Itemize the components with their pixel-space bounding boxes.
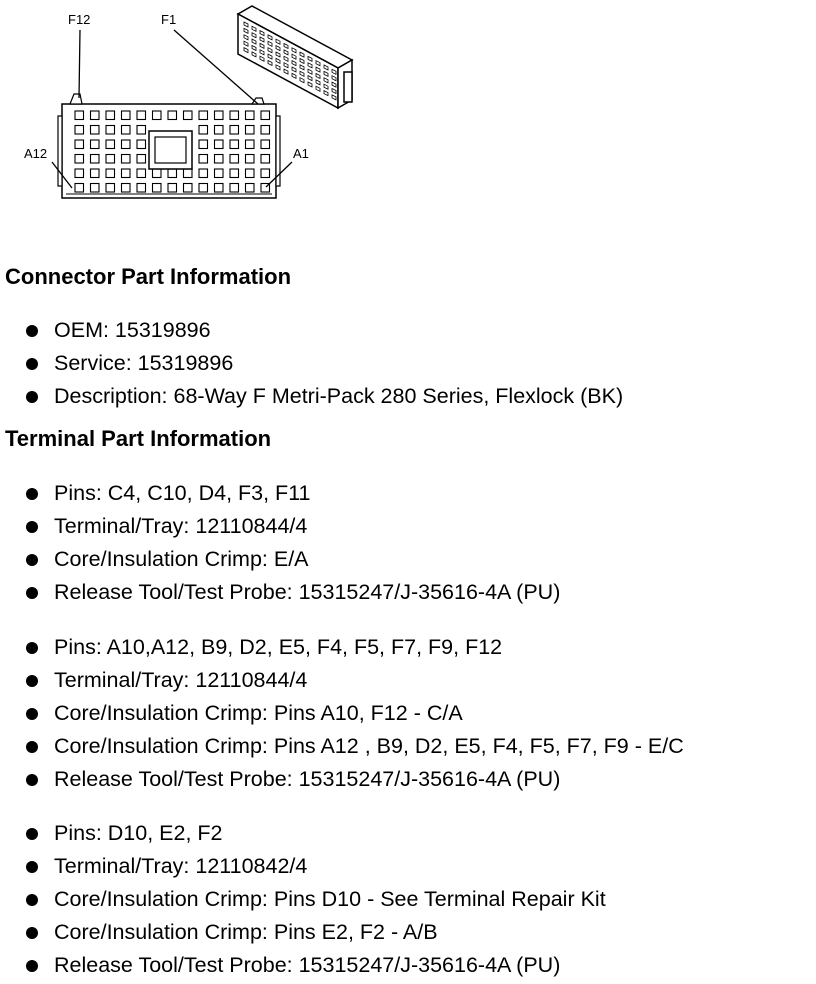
pin-cavity — [91, 126, 100, 135]
list-item — [0, 883, 606, 916]
list-item — [0, 380, 623, 413]
pin-cavity — [168, 111, 177, 120]
pin-cavity — [246, 169, 255, 178]
list-item — [0, 730, 684, 763]
pin-cavity — [137, 126, 146, 135]
pin-cavity — [184, 184, 193, 193]
terminal-section-title: Terminal Part Information — [5, 426, 272, 451]
bullet-dot — [26, 488, 38, 500]
pin-cavity — [137, 155, 146, 164]
list-item — [0, 697, 684, 730]
pin-cavity — [199, 169, 208, 178]
pin-cavity — [122, 140, 131, 149]
pin-cavity — [137, 169, 146, 178]
pin-cavity — [199, 155, 208, 164]
pin-cavity — [75, 184, 84, 193]
pin-cavity — [122, 184, 131, 193]
bullet-dot — [26, 774, 38, 786]
connector-left-latch — [58, 116, 62, 186]
list-item-text: Description: 68-Way F Metri-Pack 280 Series, Flexlock (BK) — [54, 384, 624, 408]
list-item-text: Service: 15319896 — [54, 351, 234, 375]
pin-cavity — [106, 140, 115, 149]
list-item — [0, 664, 684, 697]
pin-cavity — [75, 169, 84, 178]
list-item-text: Core/Insulation Crimp: Pins E2, F2 - A/B — [54, 920, 438, 944]
bullet-dot — [26, 358, 38, 370]
pin-cavity — [153, 184, 162, 193]
pin-cavity — [261, 126, 270, 135]
list-item — [0, 949, 606, 982]
pin-cavity — [122, 126, 131, 135]
pin-cavity — [246, 126, 255, 135]
pin-cavity — [168, 169, 177, 178]
pin-cavity — [91, 169, 100, 178]
list-item — [0, 817, 606, 850]
bullet-dot — [26, 828, 38, 840]
bullet-dot — [26, 587, 38, 599]
pin-cavity — [75, 126, 84, 135]
list-item — [0, 477, 560, 510]
pin-cavity — [153, 169, 162, 178]
list-item — [0, 631, 684, 664]
terminal-group-2 — [0, 631, 684, 796]
bullet-dot — [26, 521, 38, 533]
list-item-text: Release Tool/Test Probe: 15315247/J-35616-4A (PU) — [54, 767, 561, 791]
list-item-text: Core/Insulation Crimp: E/A — [54, 547, 309, 571]
list-item — [0, 763, 684, 796]
label-a12: A12 — [24, 146, 48, 161]
list-item-text: Core/Insulation Crimp: Pins A10, F12 - C/A — [54, 701, 463, 725]
pin-cavity — [246, 140, 255, 149]
list-item — [0, 850, 606, 883]
connector-diagram — [0, 0, 816, 240]
list-item-text: OEM: 15319896 — [54, 318, 211, 342]
bullet-dot — [26, 391, 38, 403]
pin-cavity — [106, 111, 115, 120]
connector-key-left — [70, 94, 82, 104]
bullet-dot — [26, 741, 38, 753]
bullet-dot — [26, 325, 38, 337]
list-item-text: Release Tool/Test Probe: 15315247/J-35616-4A (PU) — [54, 953, 561, 977]
list-item-text: Terminal/Tray: 12110844/4 — [54, 514, 308, 538]
connector-section-title: Connector Part Information — [5, 264, 292, 289]
pin-cavity — [215, 140, 224, 149]
bullet-dot — [26, 960, 38, 972]
list-item — [0, 347, 623, 380]
label-f1: F1 — [161, 12, 177, 27]
pin-cavity — [184, 111, 193, 120]
pin-cavity — [122, 155, 131, 164]
pin-cavity — [199, 184, 208, 193]
pin-cavity — [199, 126, 208, 135]
connector-isometric-view — [238, 6, 352, 108]
pin-cavity — [106, 184, 115, 193]
pin-cavity — [137, 140, 146, 149]
pin-cavity — [230, 155, 239, 164]
list-item — [0, 314, 623, 347]
terminal-group-3 — [0, 817, 606, 982]
list-item-text: Release Tool/Test Probe: 15315247/J-35616-4A (PU) — [54, 580, 561, 604]
pin-cavity — [215, 126, 224, 135]
bullet-dot — [26, 642, 38, 654]
pin-cavity — [230, 111, 239, 120]
pin-cavity — [91, 140, 100, 149]
bullet-dot — [26, 927, 38, 939]
list-item-text: Core/Insulation Crimp: Pins A12 , B9, D2, E5, F4, F5, F7, F9 - E/C — [54, 734, 684, 758]
pin-cavity — [230, 169, 239, 178]
list-item — [0, 916, 606, 949]
pin-cavity — [106, 155, 115, 164]
pin-cavity — [230, 140, 239, 149]
pin-cavity — [215, 155, 224, 164]
pin-cavity — [246, 155, 255, 164]
list-item-text: Terminal/Tray: 12110842/4 — [54, 854, 308, 878]
connector-face — [58, 94, 280, 198]
center-bolt — [155, 137, 186, 163]
bullet-dot — [26, 554, 38, 566]
pin-cavity — [122, 169, 131, 178]
list-item-text: Terminal/Tray: 12110844/4 — [54, 668, 308, 692]
pin-cavity — [91, 155, 100, 164]
pin-cavity — [261, 155, 270, 164]
pin-cavity — [246, 184, 255, 193]
bullet-dot — [26, 675, 38, 687]
list-item-text: Core/Insulation Crimp: Pins D10 - See Terminal Repair Kit — [54, 887, 606, 911]
pin-cavity — [122, 111, 131, 120]
pin-cavity — [75, 140, 84, 149]
label-a1: A1 — [293, 146, 309, 161]
pin-cavity — [106, 169, 115, 178]
pin-cavity — [215, 169, 224, 178]
pin-cavity — [230, 184, 239, 193]
list-item — [0, 576, 560, 609]
pin-cavity — [261, 169, 270, 178]
bullet-dot — [26, 708, 38, 720]
bullet-dot — [26, 861, 38, 873]
pin-cavity — [137, 111, 146, 120]
pin-cavity — [168, 184, 177, 193]
bullet-dot — [26, 894, 38, 906]
pin-cavity — [261, 111, 270, 120]
pin-cavity — [230, 126, 239, 135]
list-item — [0, 543, 560, 576]
pin-cavity — [184, 169, 193, 178]
list-item — [0, 510, 560, 543]
pin-cavity — [106, 126, 115, 135]
list-item-text: Pins: D10, E2, F2 — [54, 821, 223, 845]
pin-cavity — [261, 140, 270, 149]
pin-cavity — [199, 111, 208, 120]
pin-cavity — [153, 111, 162, 120]
pin-cavity — [75, 155, 84, 164]
list-item-text: Pins: A10,A12, B9, D2, E5, F4, F5, F7, F9, F12 — [54, 635, 503, 659]
pin-cavity — [75, 111, 84, 120]
pin-cavity — [91, 111, 100, 120]
connector-info-list — [0, 314, 623, 413]
label-f12: F12 — [68, 12, 91, 27]
pin-cavity — [137, 184, 146, 193]
pin-cavity — [215, 111, 224, 120]
list-item-text: Pins: C4, C10, D4, F3, F11 — [54, 481, 311, 505]
pin-cavity — [246, 111, 255, 120]
pin-cavity — [91, 184, 100, 193]
terminal-group-1 — [0, 477, 560, 609]
pin-cavity — [199, 140, 208, 149]
pin-cavity — [215, 184, 224, 193]
